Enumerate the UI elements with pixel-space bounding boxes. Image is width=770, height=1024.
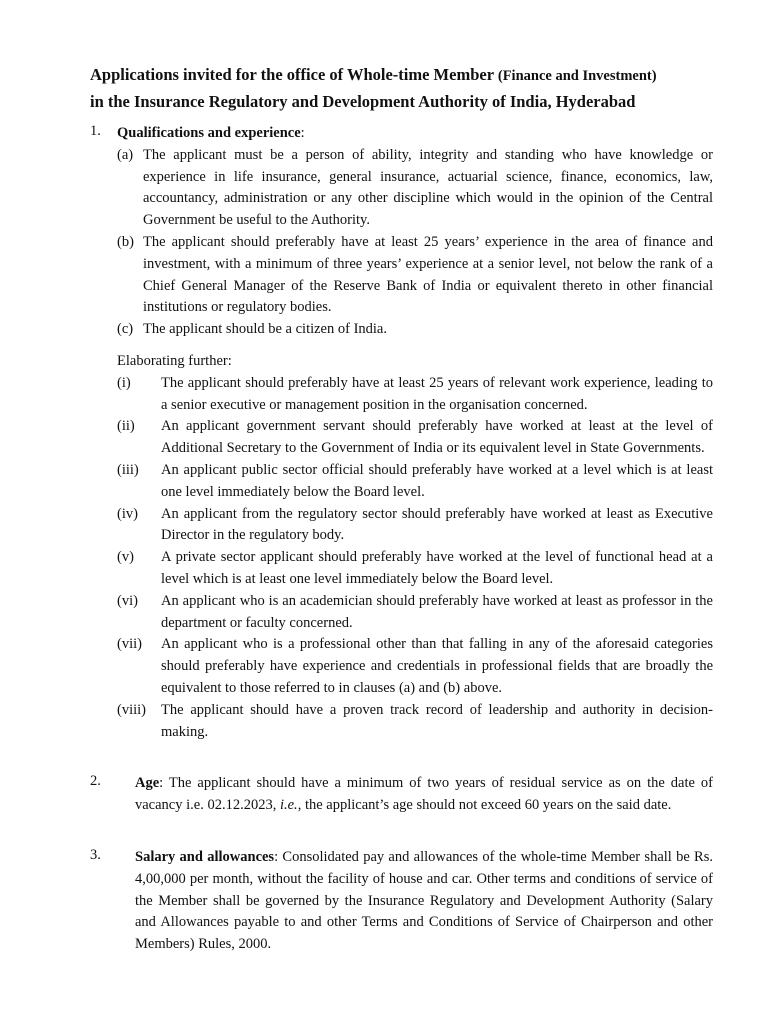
section-3-heading: Salary and allowances (135, 849, 275, 865)
section-1-heading-suffix: : (300, 125, 305, 141)
section-1 (117, 123, 713, 743)
item-label: (vii) (117, 636, 142, 653)
item-text: A private sector applicant should preferably have worked at the level of functional head at a level which is at least one level immediately below the Board level. (161, 549, 713, 587)
item-text: The applicant should have a proven track record of leadership and authority in decision-making. (161, 701, 713, 740)
item-label: (ii) (117, 418, 135, 435)
section-1-heading-line (117, 123, 713, 145)
section-3-number: 3. (90, 847, 101, 863)
item-text: An applicant public sector official should preferably have worked at a level which is at least one level immediately below the Board level. (161, 461, 713, 500)
list-item (117, 416, 713, 460)
item-text: The applicant should be a citizen of India. (143, 321, 387, 338)
document-title (90, 62, 730, 114)
list-item (117, 145, 713, 232)
list-item (117, 700, 713, 744)
section-1-number: 1. (90, 123, 101, 139)
item-label: (a) (117, 146, 134, 163)
item-label: (viii) (117, 701, 146, 718)
item-label: (iii) (117, 461, 139, 478)
section-2-number: 2. (90, 773, 101, 789)
list-item (117, 319, 713, 341)
item-label: (i) (117, 374, 131, 391)
item-text: An applicant who is a professional other than that falling in any of the aforesaid categories should preferably have experience and credentials in professional fields that are broadly the equivalent to those referred to in clauses (a) and (b) above. (161, 636, 713, 696)
item-text: The applicant should preferably have at least 25 years’ experience in the area of finance and investment, with a minimum of three years’ experience at a senior level, not below the rank of a Chief General Manager of the Reserve Bank of India or equivalent thereto in other financial institutions or regulatory bodies. (143, 233, 713, 316)
item-text: An applicant who is an academician should preferably have worked at least as professor in the department or faculty concerned. (161, 592, 713, 631)
list-item (117, 460, 713, 504)
section-2-text-a: : The applicant should have a minimum of two years of residual service as on the date of vacancy i.e. 02.12.2023, (135, 775, 713, 813)
list-item (117, 634, 713, 699)
list-item (117, 504, 713, 548)
section-2-text-b: , the applicant’s age should not exceed 60 years on the said date. (297, 796, 672, 813)
title-main: Applications invited for the office of Whole-time Member (90, 65, 494, 84)
section-2 (135, 773, 713, 817)
item-label: (vi) (117, 592, 138, 609)
list-item (117, 591, 713, 635)
section-1-heading: Qualifications and experience (117, 125, 301, 141)
elaborating-label: Elaborating further: (117, 352, 232, 369)
item-label: (v) (117, 549, 134, 566)
section-3-text: : Consolidated pay and allowances of the whole-time Member shall be Rs. 4,00,000 per month, without the facility of house and car. Other terms and conditions of service of the Member shall be governed by the Insurance Regulatory and Development Authority (Salary and Allowances payable to and other Terms and Conditions of Service of Chairperson and other Members) Rules, 2000. (135, 849, 713, 953)
list-item (117, 373, 713, 417)
title-line2: in the Insurance Regulatory and Development Authority of India, Hyderabad (90, 92, 636, 111)
item-text: The applicant should preferably have at least 25 years of relevant work experience, leading to a senior executive or management position in the organisation concerned. (161, 374, 713, 413)
item-text: The applicant must be a person of ability, integrity and standing who have knowledge or experience in life insurance, general insurance, actuarial science, finance, economics, law, accountancy, administration or any other discipline which would in the opinion of the Central Government be useful to the Authority. (143, 146, 713, 229)
item-text: An applicant government servant should preferably have worked at least at the level of Additional Secretary to the Government of India or its equivalent level in State Governments. (161, 418, 713, 457)
section-2-heading: Age (135, 775, 160, 791)
list-item (117, 547, 713, 591)
section-2-italic: i.e. (279, 796, 298, 813)
item-label: (b) (117, 233, 134, 250)
title-paren: (Finance and Investment) (497, 68, 657, 84)
item-text: An applicant from the regulatory sector should preferably have worked at least as Executive Director in the regulatory body. (161, 505, 713, 544)
item-label: (c) (117, 321, 134, 338)
section-3 (135, 847, 713, 956)
item-label: (iv) (117, 505, 138, 522)
list-item (117, 232, 713, 319)
